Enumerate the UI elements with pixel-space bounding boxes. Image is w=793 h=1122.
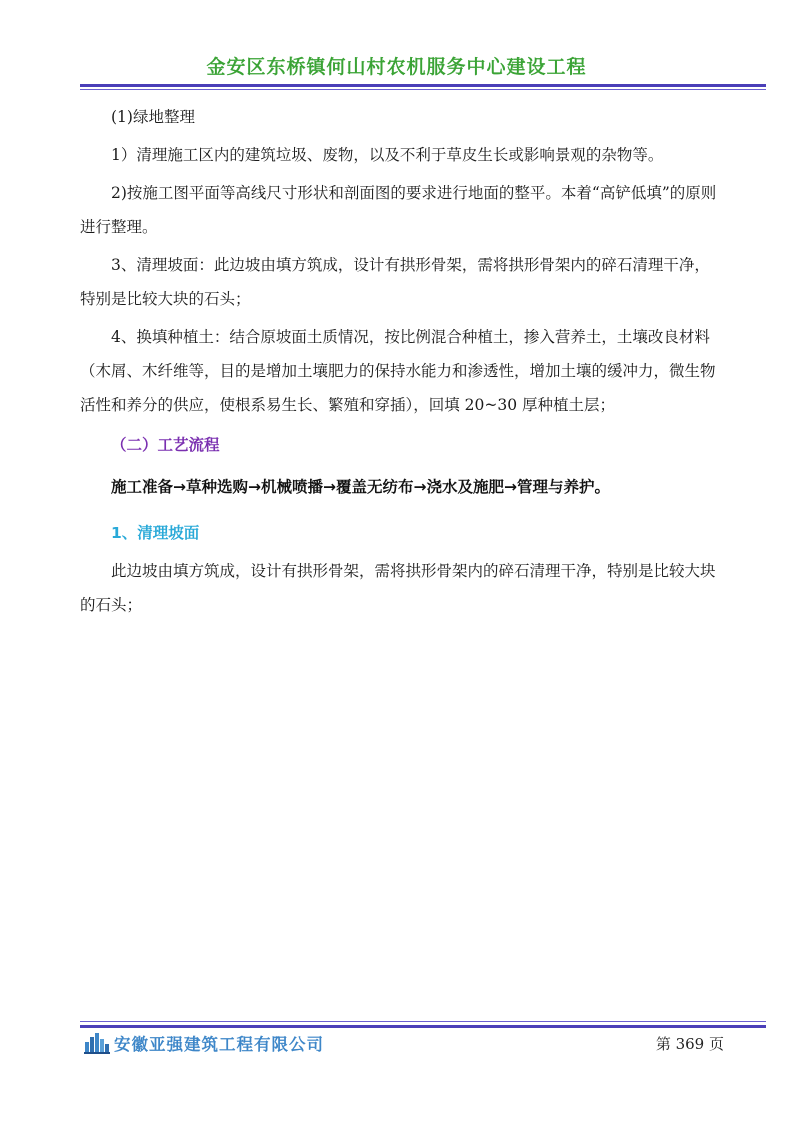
page-number: 第 369 页 bbox=[655, 1035, 724, 1053]
process-flow: 施工准备→草种选购→机械喷播→覆盖无纺布→浇水及施肥→管理与养护。 bbox=[111, 478, 610, 496]
document-body bbox=[80, 100, 725, 622]
paragraph-leveling: 2)按施工图平面等高线尺寸形状和剖面图的要求进行地面的整平。本着“高铲低填”的原则进行整理。 bbox=[80, 184, 717, 236]
company-logo-icon bbox=[84, 1032, 110, 1054]
subheading-clear-slope: 1、清理坡面 bbox=[111, 524, 200, 542]
footer-rule-thin bbox=[80, 1021, 766, 1022]
paragraph-green-space: (1)绿地整理 bbox=[111, 108, 195, 126]
paragraph-clear-debris: 1）清理施工区内的建筑垃圾、废物，以及不利于草皮生长或影响景观的杂物等。 bbox=[111, 146, 664, 164]
paragraph-clear-slope: 3、清理坡面：此边坡由填方筑成，设计有拱形骨架，需将拱形骨架内的碎石清理干净，特别是比较大块的石头； bbox=[80, 256, 710, 308]
header-rule-thin bbox=[80, 89, 766, 90]
footer-company-name: 安徽亚强建筑工程有限公司 bbox=[114, 1035, 324, 1054]
footer-rule-thick bbox=[80, 1025, 766, 1028]
paragraph-replace-soil: 4、换填种植土：结合原坡面土质情况，按比例混合种植土，掺入营养土，土壤改良材料（木屑、木纤维等，目的是增加土壤肥力的保持水能力和渗透性，增加土壤的缓冲力，微生物活性和养分的供应，使根系易生长、繁殖和穿插），回填 20~30 厚种植土层； bbox=[80, 328, 716, 414]
page-header-title: 金安区东桥镇何山村农机服务中心建设工程 bbox=[206, 56, 587, 78]
page-footer bbox=[84, 1030, 724, 1056]
section-heading-process: （二）工艺流程 bbox=[111, 436, 220, 454]
paragraph-slope-detail: 此边坡由填方筑成，设计有拱形骨架，需将拱形骨架内的碎石清理干净，特别是比较大块的石头； bbox=[80, 562, 716, 614]
header-rule-thick bbox=[80, 84, 766, 87]
